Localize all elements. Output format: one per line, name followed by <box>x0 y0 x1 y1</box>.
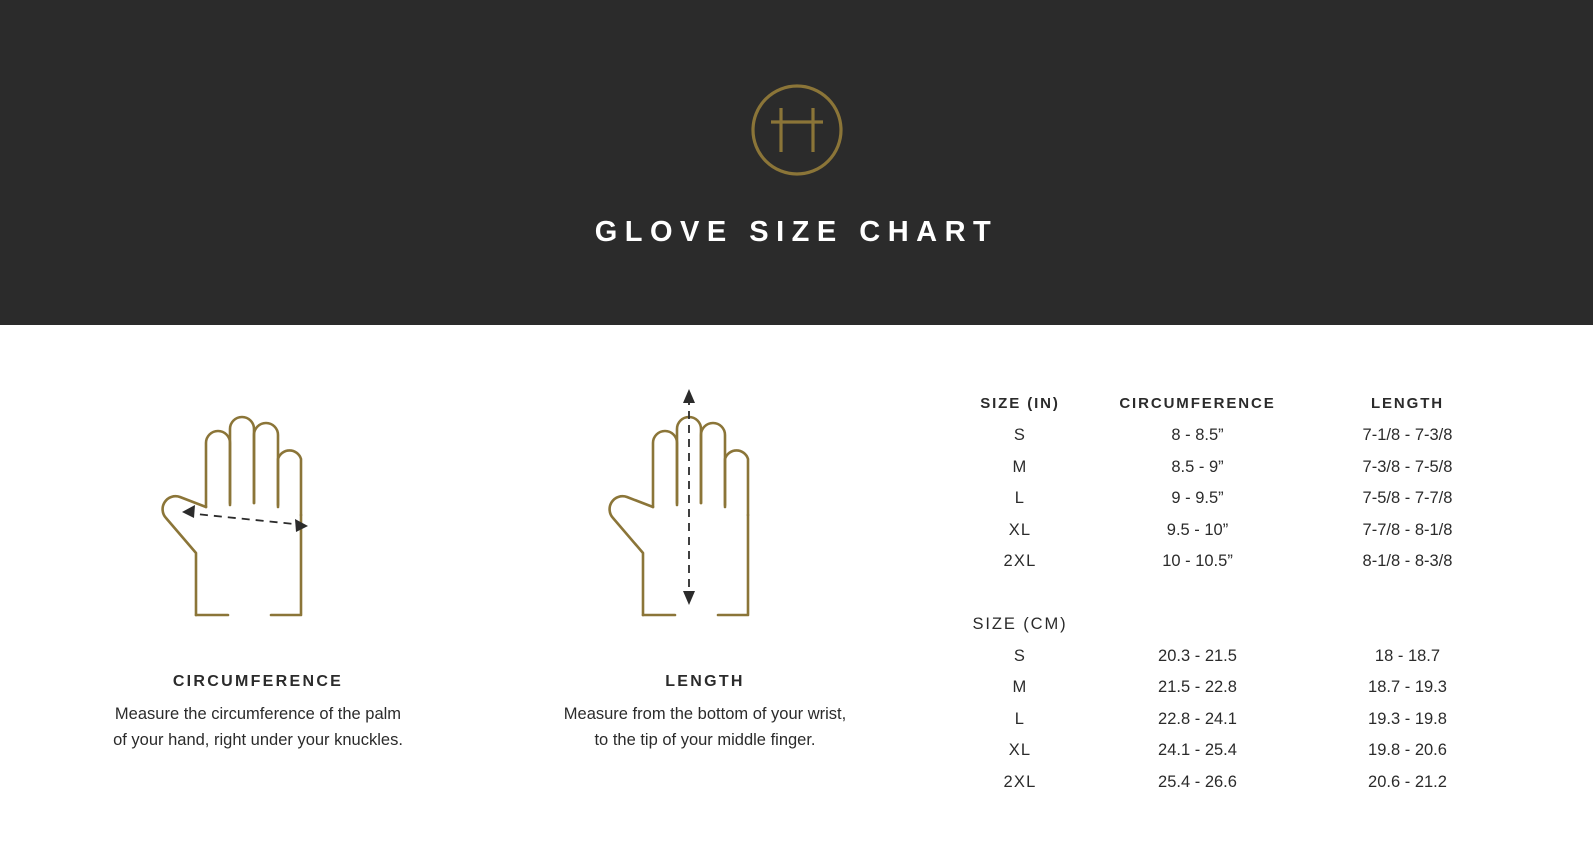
table-row <box>950 704 1510 736</box>
cell-length: 8-1/8 - 8-3/8 <box>1362 552 1453 571</box>
cell-size: M <box>1012 457 1028 476</box>
table-row <box>950 672 1510 704</box>
length-description-line1: Measure from the bottom of your wrist, <box>563 705 847 723</box>
length-description <box>495 701 915 754</box>
table-row <box>950 483 1510 515</box>
cell-circumference: 9 - 9.5” <box>1171 489 1224 508</box>
circumference-diagram <box>48 385 468 754</box>
table-row <box>950 767 1510 799</box>
cell-length: 18.7 - 19.3 <box>1368 678 1447 697</box>
circumference-label: CIRCUMFERENCE <box>172 673 344 690</box>
spacer-cell <box>1090 578 1305 610</box>
length-diagram <box>495 385 915 754</box>
cell-length: 18 - 18.7 <box>1374 646 1441 665</box>
table-header-row <box>950 370 1510 420</box>
section-header-empty-1 <box>1090 609 1305 641</box>
table-spacer-row <box>950 578 1510 610</box>
circumference-description <box>48 701 468 754</box>
cell-circumference: 9.5 - 10” <box>1166 520 1229 539</box>
page-body <box>0 325 1593 865</box>
length-description-line2: to the tip of your middle finger. <box>594 731 816 750</box>
cell-size: L <box>1014 489 1026 508</box>
spacer-cell <box>950 578 1090 610</box>
cell-length: 20.6 - 21.2 <box>1368 772 1447 791</box>
cell-circumference: 8.5 - 9” <box>1171 457 1224 476</box>
circumference-description-line2: of your hand, right under your knuckles. <box>113 731 403 750</box>
h-monogram-circle-logo-icon <box>749 82 845 178</box>
cell-circumference: 10 - 10.5” <box>1162 552 1233 571</box>
column-header-length: LENGTH <box>1370 395 1445 412</box>
cell-circumference: 20.3 - 21.5 <box>1158 646 1237 665</box>
page-title: GLOVE SIZE CHART <box>594 216 999 248</box>
section-header-empty-2 <box>1305 609 1510 641</box>
table-row <box>950 546 1510 578</box>
circumference-description-line1: Measure the circumference of the palm <box>114 705 402 723</box>
cell-length: 7-3/8 - 7-5/8 <box>1362 457 1453 476</box>
hand-circumference-icon <box>48 385 468 645</box>
cell-size: S <box>1013 426 1027 445</box>
hand-length-icon <box>495 385 915 645</box>
table-section-header-cm <box>950 609 1510 641</box>
cell-circumference: 24.1 - 25.4 <box>1158 741 1237 760</box>
table-row <box>950 515 1510 547</box>
cell-size: L <box>1014 709 1026 728</box>
cell-size: XL <box>1008 741 1032 760</box>
table-row <box>950 641 1510 673</box>
cell-length: 7-1/8 - 7-3/8 <box>1362 426 1453 445</box>
cell-size: 2XL <box>1003 552 1037 571</box>
table-row <box>950 420 1510 452</box>
page-header <box>0 0 1593 325</box>
cell-circumference: 21.5 - 22.8 <box>1158 678 1237 697</box>
section-header-size-cm: SIZE (CM) <box>972 615 1068 634</box>
table-row <box>950 452 1510 484</box>
cell-length: 7-5/8 - 7-7/8 <box>1362 489 1453 508</box>
cell-size: S <box>1013 646 1027 665</box>
cell-circumference: 25.4 - 26.6 <box>1158 772 1237 791</box>
size-table <box>950 370 1510 798</box>
spacer-cell <box>1305 578 1510 610</box>
length-label: LENGTH <box>665 673 745 690</box>
cell-size: 2XL <box>1003 772 1037 791</box>
cell-circumference: 8 - 8.5” <box>1171 426 1224 445</box>
cell-circumference: 22.8 - 24.1 <box>1158 709 1237 728</box>
size-table-area <box>950 370 1510 798</box>
column-header-size-in: SIZE (IN) <box>980 395 1060 412</box>
column-header-circumference: CIRCUMFERENCE <box>1119 395 1276 412</box>
cell-length: 7-7/8 - 8-1/8 <box>1362 520 1453 539</box>
cell-length: 19.3 - 19.8 <box>1368 709 1447 728</box>
cell-length: 19.8 - 20.6 <box>1368 741 1447 760</box>
cell-size: M <box>1012 678 1028 697</box>
table-row <box>950 735 1510 767</box>
cell-size: XL <box>1008 520 1032 539</box>
